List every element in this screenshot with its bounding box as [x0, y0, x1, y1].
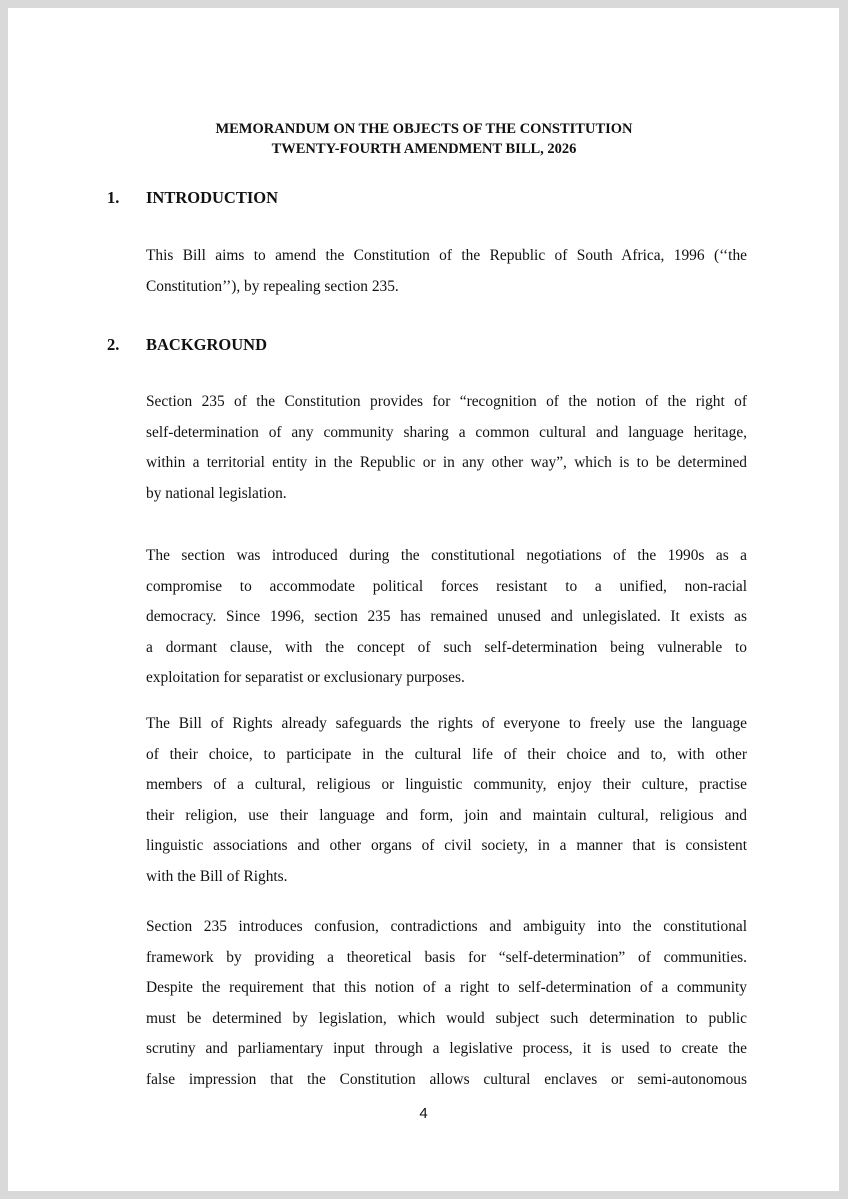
document-page [8, 8, 839, 1191]
paragraph-line: The section was introduced during the constitutional negotiations of the 1990s as a [146, 547, 747, 564]
paragraph-line: linguistic associations and other organs of civil society, in a manner that is consistent [146, 837, 747, 854]
paragraph-line: must be determined by legislation, which would subject such determination to public [146, 1009, 747, 1027]
paragraph-line: of their choice, to participate in the cultural life of their choice and to, with other [146, 745, 747, 763]
paragraph-line: Constitution’’), by repealing section 235. [146, 277, 399, 295]
paragraph-line: Section 235 of the Constitution provides for “recognition of the notion of the right of [146, 393, 747, 410]
paragraph-line: democracy. Since 1996, section 235 has remained unused and unlegislated. It exists as [146, 608, 747, 625]
paragraph [146, 387, 747, 509]
paragraph-line: with the Bill of Rights. [146, 867, 288, 885]
paragraph-line: Despite the requirement that this notion of a right to self-determination of a community [146, 979, 747, 996]
paragraph-line: compromise to accommodate political forces resistant to a unified, non-racial [146, 577, 747, 595]
paragraph-line: Section 235 introduces confusion, contradictions and ambiguity into the constitutional [146, 918, 747, 935]
paragraph-line: framework by providing a theoretical basis for “self-determination” of communities. [146, 948, 747, 966]
section-number: 2. [107, 335, 120, 354]
section-number: 1. [107, 188, 120, 207]
paragraph [146, 541, 747, 694]
section-title: INTRODUCTION [146, 188, 279, 207]
paragraph-line: members of a cultural, religious or linguistic community, enjoy their culture, practise [146, 776, 747, 793]
paragraph-line: exploitation for separatist or exclusionary purposes. [146, 669, 465, 686]
title-line-1: MEMORANDUM ON THE OBJECTS OF THE CONSTITUTION [215, 121, 633, 137]
paragraph-line: a dormant clause, with the concept of such self-determination being vulnerable to [146, 638, 747, 656]
title-line-2: TWENTY-FOURTH AMENDMENT BILL, 2026 [271, 141, 577, 157]
page-number: 4 [419, 1105, 428, 1122]
paragraph-line: self-determination of any community sharing a common cultural and language heritage, [146, 423, 747, 441]
paragraph-line: scrutiny and parliamentary input through a legislative process, it is used to create the [146, 1040, 747, 1057]
document-title [0, 119, 848, 159]
section-title: BACKGROUND [146, 335, 268, 354]
paragraph-line: within a territorial entity in the Republic or in any other way”, which is to be determined [146, 454, 747, 471]
paragraph-line: The Bill of Rights already safeguards the rights of everyone to freely use the language [146, 715, 747, 732]
paragraph [146, 709, 747, 892]
paragraph [146, 241, 747, 302]
paragraph-line: their religion, use their language and form, join and maintain cultural, religious and [146, 806, 747, 824]
paragraph-line: This Bill aims to amend the Constitution of the Republic of South Africa, 1996 (‘‘the [146, 247, 747, 264]
paragraph-line: false impression that the Constitution allows cultural enclaves or semi-autonomous [146, 1070, 747, 1088]
paragraph-line: by national legislation. [146, 484, 287, 502]
paragraph [146, 912, 747, 1095]
